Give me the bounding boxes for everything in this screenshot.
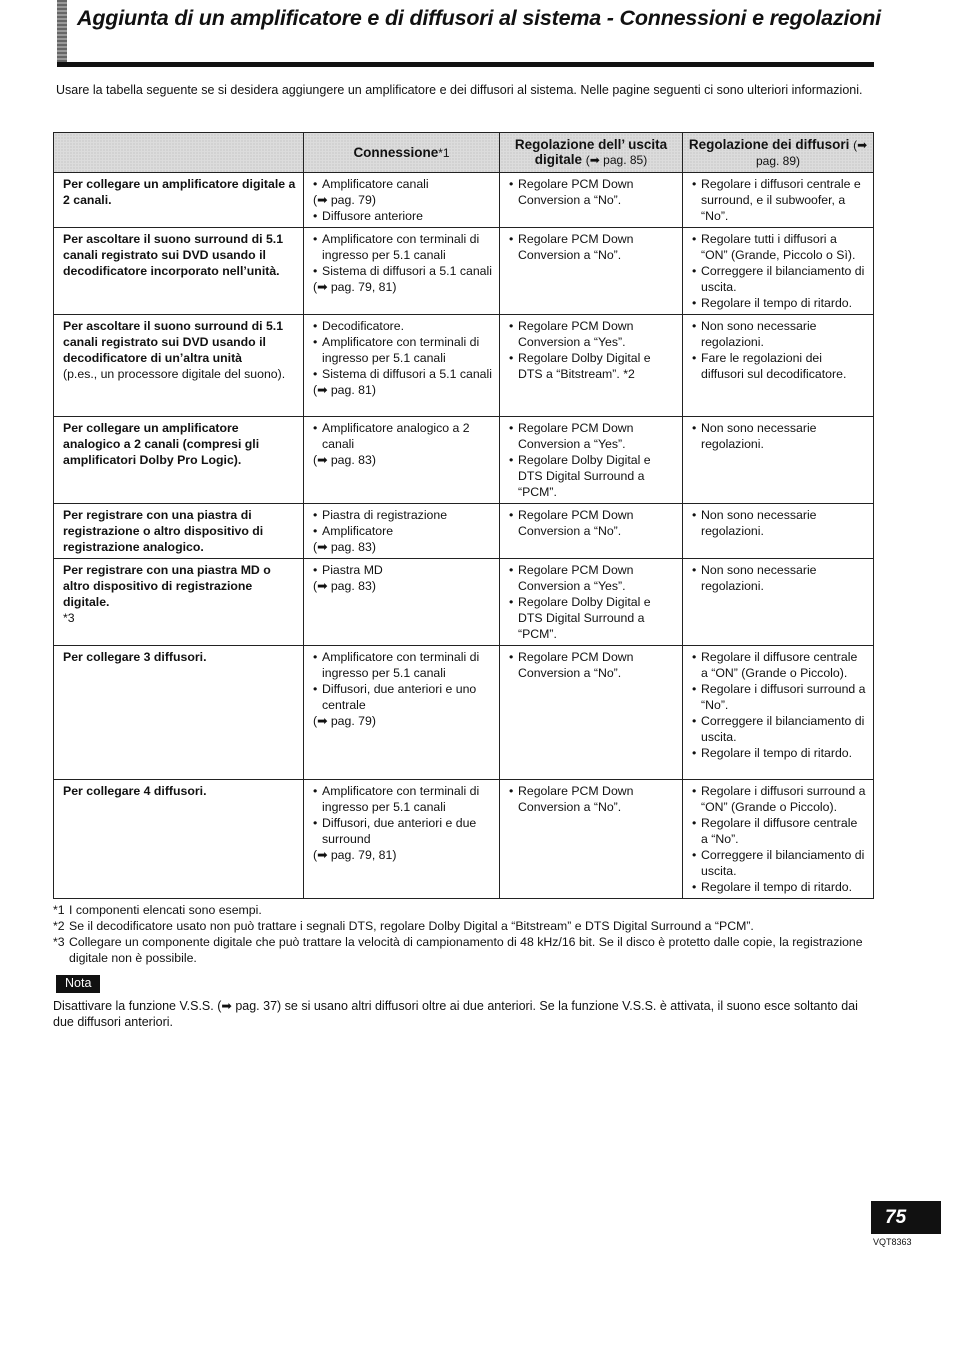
speakers-list bbox=[692, 507, 866, 539]
connection-item: • Amplificatore bbox=[313, 523, 492, 539]
row-speakers bbox=[683, 315, 874, 417]
speakers-list bbox=[692, 649, 866, 761]
speakers-item: • Regolare i diffusori surround a “ON” (Grande o Piccolo). bbox=[692, 783, 866, 815]
speakers-item: • Non sono necessarie regolazioni. bbox=[692, 420, 866, 452]
row-speakers bbox=[683, 228, 874, 315]
digital-item: • Regolare PCM Down Conversion a “No”. bbox=[509, 176, 675, 208]
footnote-3 bbox=[53, 934, 873, 966]
connection-item: (➡ pag. 83) bbox=[313, 579, 376, 593]
connection-item: • Diffusori, due anteriori e uno centrale bbox=[313, 681, 492, 713]
title-side-marker bbox=[57, 0, 67, 62]
connection-item: • Amplificatore canali bbox=[313, 176, 492, 192]
footnote-text: Se il decodificatore usato non può trattare i segnali DTS, regolare Dolby Digital a “Bitstream” e DTS Digital Surround a “PCM”. bbox=[69, 919, 754, 933]
row-description bbox=[54, 173, 304, 228]
row-description bbox=[54, 559, 304, 646]
digital-item: • Regolare PCM Down Conversion a “No”. bbox=[509, 231, 675, 263]
connection-list bbox=[313, 318, 492, 398]
nota-badge: Nota bbox=[56, 975, 100, 993]
connection-item: • Decodificatore. bbox=[313, 318, 492, 334]
footnotes bbox=[53, 902, 873, 966]
header-speakers-label: Regolazione dei diffusori bbox=[688, 136, 850, 152]
footnote-1 bbox=[53, 902, 873, 918]
row-digital-output bbox=[500, 504, 683, 559]
connection-list bbox=[313, 231, 492, 295]
header-speakers bbox=[683, 133, 874, 173]
table-row bbox=[54, 559, 874, 646]
connection-item: • Amplificatore con terminali di ingresso per 5.1 canali bbox=[313, 783, 492, 815]
row-description-note: *3 bbox=[63, 611, 75, 625]
connection-item: • Amplificatore con terminali di ingresso per 5.1 canali bbox=[313, 334, 492, 366]
connection-item: • Piastra di registrazione bbox=[313, 507, 492, 523]
row-description bbox=[54, 315, 304, 417]
row-speakers bbox=[683, 173, 874, 228]
row-description-bold: Per collegare un amplificatore digitale a 2 canali. bbox=[63, 177, 296, 207]
row-description-bold: Per registrare con una piastra MD o altro dispositivo di registrazione digitale. bbox=[63, 563, 271, 609]
table-row bbox=[54, 173, 874, 228]
digital-list bbox=[509, 420, 675, 500]
speakers-list bbox=[692, 318, 866, 382]
row-connection bbox=[304, 780, 500, 899]
header-blank bbox=[54, 133, 304, 173]
nota-text: Disattivare la funzione V.S.S. (➡ pag. 37) se si usano altri diffusori oltre ai due anteriori. Se la funzione V.S.S. è attivata, il suono esce soltanto dai due diffusori anteriori. bbox=[53, 999, 858, 1029]
title-rule bbox=[57, 62, 874, 67]
row-connection bbox=[304, 228, 500, 315]
speakers-item: • Regolare tutti i diffusori a “ON” (Grande, Piccolo o Sì). bbox=[692, 231, 866, 263]
row-digital-output bbox=[500, 780, 683, 899]
table-header-row bbox=[54, 133, 874, 173]
connection-item: • Sistema di diffusori a 5.1 canali bbox=[313, 263, 492, 279]
speakers-item: • Correggere il bilanciamento di uscita. bbox=[692, 847, 866, 879]
row-digital-output bbox=[500, 417, 683, 504]
connection-list bbox=[313, 176, 492, 224]
connection-item: (➡ pag. 83) bbox=[313, 453, 376, 467]
connection-item: • Piastra MD bbox=[313, 562, 492, 578]
document-code: VQT8363 bbox=[873, 1237, 912, 1247]
row-speakers bbox=[683, 417, 874, 504]
table-row bbox=[54, 417, 874, 504]
footnote-2 bbox=[53, 918, 873, 934]
table-row bbox=[54, 315, 874, 417]
digital-item: • Regolare Dolby Digital e DTS Digital Surround a “PCM”. bbox=[509, 452, 675, 500]
connection-item: • Diffusore anteriore bbox=[313, 208, 492, 224]
connection-item: (➡ pag. 81) bbox=[313, 383, 376, 397]
header-connection bbox=[304, 133, 500, 173]
speakers-item: • Non sono necessarie regolazioni. bbox=[692, 507, 866, 539]
row-description-bold: Per registrare con una piastra di registrazione o altro dispositivo di registrazione analogico. bbox=[63, 508, 264, 554]
row-digital-output bbox=[500, 228, 683, 315]
digital-list bbox=[509, 783, 675, 815]
connection-item: • Sistema di diffusori a 5.1 canali bbox=[313, 366, 492, 382]
connection-item: • Diffusori, due anteriori e due surround bbox=[313, 815, 492, 847]
speakers-list bbox=[692, 176, 866, 224]
row-connection bbox=[304, 315, 500, 417]
row-description-bold: Per collegare 4 diffusori. bbox=[63, 784, 207, 798]
speakers-item: • Regolare i diffusori centrale e surround, e il subwoofer, a “No”. bbox=[692, 176, 866, 224]
connection-item: (➡ pag. 83) bbox=[313, 540, 376, 554]
speakers-list bbox=[692, 420, 866, 452]
table-body bbox=[54, 173, 874, 899]
connection-item: (➡ pag. 79, 81) bbox=[313, 848, 397, 862]
speakers-item: • Correggere il bilanciamento di uscita. bbox=[692, 263, 866, 295]
header-connection-label: Connessione bbox=[353, 144, 439, 160]
table-row bbox=[54, 646, 874, 780]
connections-table bbox=[53, 132, 874, 899]
header-digital-ref: (➡ pag. 85) bbox=[585, 153, 648, 167]
row-digital-output bbox=[500, 173, 683, 228]
digital-item: • Regolare PCM Down Conversion a “No”. bbox=[509, 507, 675, 539]
digital-list bbox=[509, 649, 675, 681]
header-digital-label: Regolazione dell’ uscita digitale bbox=[514, 137, 668, 167]
connection-list bbox=[313, 783, 492, 863]
digital-list bbox=[509, 562, 675, 642]
connection-item: • Amplificatore analogico a 2 canali bbox=[313, 420, 492, 452]
row-digital-output bbox=[500, 315, 683, 417]
row-digital-output bbox=[500, 559, 683, 646]
row-connection bbox=[304, 417, 500, 504]
speakers-item: • Non sono necessarie regolazioni. bbox=[692, 318, 866, 350]
connection-list bbox=[313, 562, 492, 594]
speakers-list bbox=[692, 783, 866, 895]
row-connection bbox=[304, 504, 500, 559]
row-speakers bbox=[683, 504, 874, 559]
speakers-item: • Regolare il diffusore centrale a “No”. bbox=[692, 815, 866, 847]
speakers-item: • Regolare il tempo di ritardo. bbox=[692, 879, 866, 895]
speakers-item: • Regolare il tempo di ritardo. bbox=[692, 745, 866, 761]
footnote-mark: *2 bbox=[53, 919, 65, 933]
speakers-item: • Non sono necessarie regolazioni. bbox=[692, 562, 866, 594]
page-title: Aggiunta di un amplificatore e di diffusori al sistema - Connessioni e regolazioni bbox=[77, 6, 881, 30]
digital-item: • Regolare PCM Down Conversion a “Yes”. bbox=[509, 562, 675, 594]
connection-list bbox=[313, 420, 492, 468]
digital-list bbox=[509, 507, 675, 539]
digital-item: • Regolare PCM Down Conversion a “Yes”. bbox=[509, 420, 675, 452]
speakers-list bbox=[692, 231, 866, 311]
intro-paragraph: Usare la tabella seguente se si desidera aggiungere un amplificatore e dei diffusori al sistema. Nelle pagine seguenti ci sono ulteriori informazioni. bbox=[56, 83, 863, 97]
speakers-item: • Fare le regolazioni dei diffusori sul decodificatore. bbox=[692, 350, 866, 382]
digital-list bbox=[509, 231, 675, 263]
header-connection-footnote: *1 bbox=[438, 145, 450, 160]
row-connection bbox=[304, 173, 500, 228]
digital-list bbox=[509, 318, 675, 382]
speakers-item: • Correggere il bilanciamento di uscita. bbox=[692, 713, 866, 745]
footnote-text: I componenti elencati sono esempi. bbox=[69, 903, 262, 917]
row-description-bold: Per ascoltare il suono surround di 5.1 canali registrato sui DVD usando il decodificatore di un’altra unità bbox=[63, 319, 284, 365]
row-description-note: (p.es., un processore digitale del suono). bbox=[63, 367, 286, 381]
speakers-item: • Regolare il diffusore centrale a “ON” (Grande o Piccolo). bbox=[692, 649, 866, 681]
digital-list bbox=[509, 176, 675, 208]
speakers-item: • Regolare il tempo di ritardo. bbox=[692, 295, 866, 311]
digital-item: • Regolare PCM Down Conversion a “No”. bbox=[509, 649, 675, 681]
connection-item: (➡ pag. 79) bbox=[313, 714, 376, 728]
row-connection bbox=[304, 559, 500, 646]
digital-item: • Regolare Dolby Digital e DTS Digital Surround a “PCM”. bbox=[509, 594, 675, 642]
row-description bbox=[54, 780, 304, 899]
connection-list bbox=[313, 507, 492, 555]
connection-item: (➡ pag. 79) bbox=[313, 193, 376, 207]
table-row bbox=[54, 228, 874, 315]
header-speakers-ref: (➡ pag. 89) bbox=[755, 137, 868, 168]
footnote-mark: *3 bbox=[53, 935, 65, 949]
footnote-text: Collegare un componente digitale che può trattare la velocità di campionamento di 48 kHz/16 bit. Se il disco è protetto dalle copie, la registrazione digitale non è possibile. bbox=[69, 935, 863, 965]
table-row bbox=[54, 780, 874, 899]
row-speakers bbox=[683, 559, 874, 646]
row-speakers bbox=[683, 780, 874, 899]
header-digital-output bbox=[500, 133, 683, 173]
digital-item: • Regolare Dolby Digital e DTS a “Bitstream”. *2 bbox=[509, 350, 675, 382]
row-description-bold: Per ascoltare il suono surround di 5.1 canali registrato sui DVD usando il decodificatore incorporato nell’unità. bbox=[63, 232, 284, 278]
row-description bbox=[54, 646, 304, 780]
row-speakers bbox=[683, 646, 874, 780]
connection-item: • Amplificatore con terminali di ingresso per 5.1 canali bbox=[313, 649, 492, 681]
row-connection bbox=[304, 646, 500, 780]
row-description bbox=[54, 228, 304, 315]
footnote-mark: *1 bbox=[53, 903, 65, 917]
row-digital-output bbox=[500, 646, 683, 780]
connection-list bbox=[313, 649, 492, 729]
table-row bbox=[54, 504, 874, 559]
page-number: 75 bbox=[871, 1201, 941, 1234]
connection-item: (➡ pag. 79, 81) bbox=[313, 280, 397, 294]
speakers-item: • Regolare i diffusori surround a “No”. bbox=[692, 681, 866, 713]
row-description-bold: Per collegare 3 diffusori. bbox=[63, 650, 207, 664]
digital-item: • Regolare PCM Down Conversion a “Yes”. bbox=[509, 318, 675, 350]
row-description bbox=[54, 504, 304, 559]
speakers-list bbox=[692, 562, 866, 594]
connection-item: • Amplificatore con terminali di ingresso per 5.1 canali bbox=[313, 231, 492, 263]
row-description bbox=[54, 417, 304, 504]
digital-item: • Regolare PCM Down Conversion a “No”. bbox=[509, 783, 675, 815]
row-description-bold: Per collegare un amplificatore analogico a 2 canali (compresi gli amplificatori Dolby Pro Logic). bbox=[63, 421, 260, 467]
